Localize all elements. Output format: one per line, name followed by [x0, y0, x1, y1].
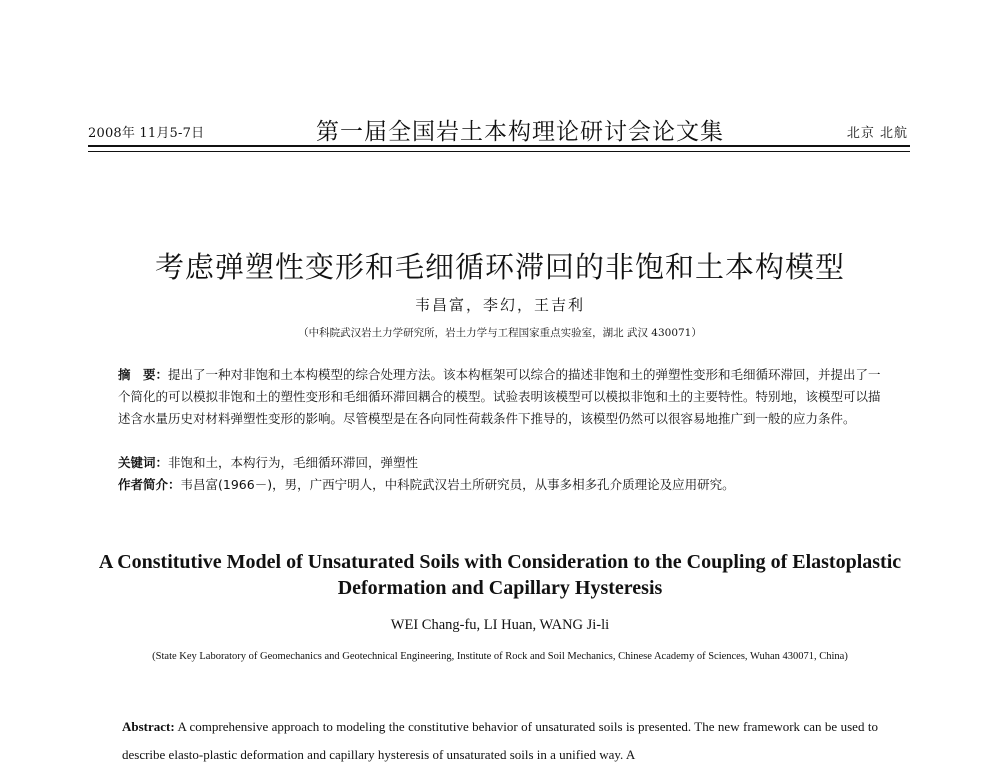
header-rule-thick [88, 145, 910, 147]
chinese-keywords-label: 关键词： [118, 455, 169, 470]
header-rule-thin [88, 151, 910, 152]
chinese-abstract [118, 364, 888, 430]
english-abstract-text: A comprehensive approach to modeling the constitutive behavior of unsaturated soils is presented. The new framework can be used to describe elasto-plastic deformation and capillary hysteresis of unsaturated soils in a unified way. A [122, 719, 878, 762]
english-authors: WEI Chang-fu, LI Huan, WANG Ji-li [390, 617, 610, 633]
chinese-title: 考虑弹塑性变形和毛细循环滞回的非饱和土本构模型 [154, 250, 845, 285]
header-date: 2008年 11月5-7日 [88, 126, 205, 141]
author-bio [118, 474, 888, 496]
chinese-abstract-text: 提出了一种对非饱和土本构模型的综合处理方法。该本构框架可以综合的描述非饱和土的弹塑性变形和毛细循环滞回，并提出了一个简化的可以模拟非饱和土的塑性变形和毛细循环滞回耦合的模型。试验表明该模型可以模拟非饱和土的主要特性。特别地，该模型可以描述含水量历史对材料弹塑性变形的影响。尽管模型是在各向同性荷载条件下推导的，该模型仍然可以很容易地推广到一般的应力条件。 [118, 367, 881, 426]
chinese-authors: 韦昌富，李幻，王吉利 [414, 296, 585, 314]
english-title: A Constitutive Model of Unsaturated Soils with Consideration to the Coupling of Elastoplastic Deformation and Capillary Hysteresis [98, 550, 902, 599]
chinese-keywords-text: 非饱和土，本构行为，毛细循环滞回，弹塑性 [168, 455, 419, 470]
chinese-affiliation: （中科院武汉岩土力学研究所，岩土力学与工程国家重点实验室，湖北 武汉 430071） [298, 327, 702, 339]
chinese-abstract-label: 摘 要： [118, 367, 169, 382]
author-bio-label: 作者简介： [118, 477, 181, 492]
proceedings-title: 第一届全国岩土本构理论研讨会论文集 [316, 119, 724, 145]
header-location: 北京 北航 [846, 126, 908, 141]
english-affiliation: (State Key Laboratory of Geomechanics and Geotechnical Engineering, Institute of Rock and Soil Mechanics, Chinese Academy of Sciences, Wuhan 430071, China) [152, 651, 848, 662]
english-abstract-label: Abstract: [122, 719, 175, 734]
chinese-keywords [118, 452, 888, 474]
author-bio-text: 韦昌富(1966－)，男，广西宁明人，中科院武汉岩土所研究员，从事多相多孔介质理论及应用研究。 [180, 477, 735, 492]
english-abstract [122, 713, 878, 769]
